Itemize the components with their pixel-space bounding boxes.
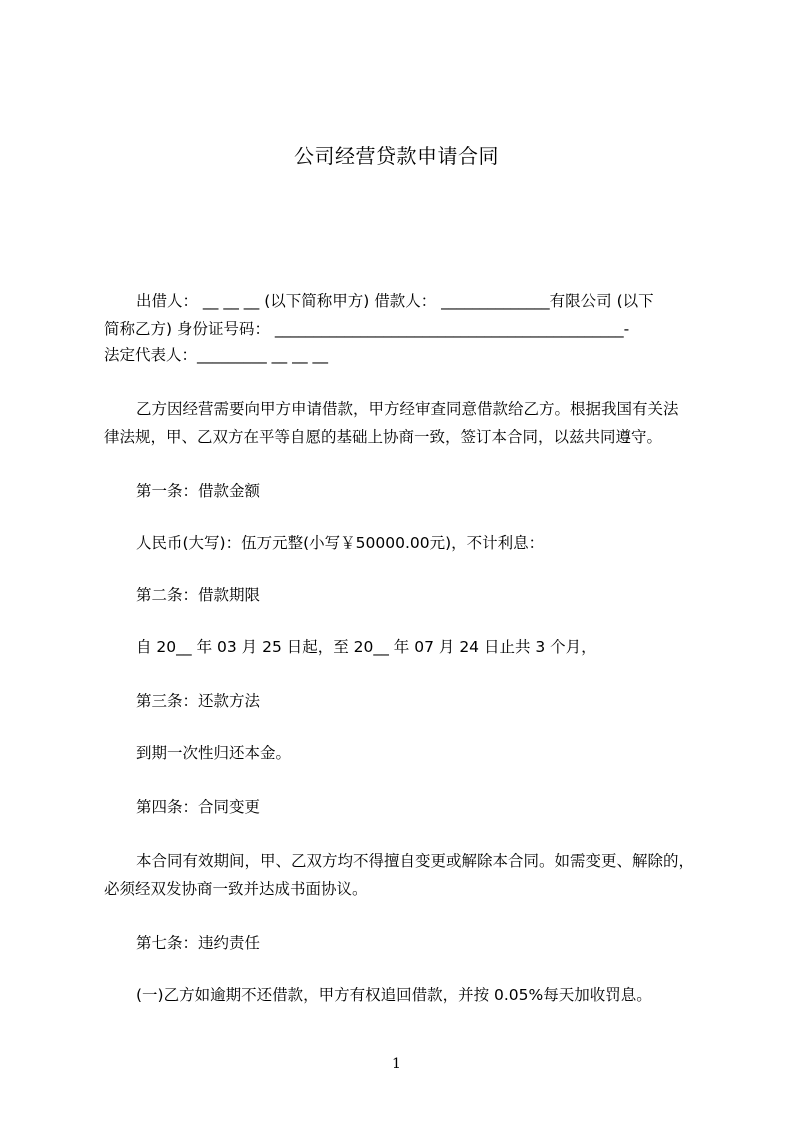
article-4-body-line-2: 必须经双发协商一致并达成书面协议。	[104, 880, 368, 898]
article-2-body: 自 20__ 年 03 月 25 日起，至 20__ 年 07 月 24 日止共 3 个月，	[136, 638, 597, 656]
page-number: 1	[392, 1056, 401, 1072]
article-7-heading: 第七条：违约责任	[136, 934, 261, 952]
parties-line-3: 法定代表人：_________ __ __ __	[104, 346, 329, 364]
article-3-body: 到期一次性归还本金。	[136, 744, 292, 762]
article-4-heading: 第四条：合同变更	[136, 798, 261, 816]
article-2-heading: 第二条：借款期限	[136, 586, 261, 604]
intro-line-1: 乙方因经营需要向甲方申请借款，甲方经审查同意借款给乙方。根据我国有关法	[136, 400, 679, 418]
article-3-heading: 第三条：还款方法	[136, 692, 261, 710]
article-7-item-1: (一)乙方如逾期不还借款，甲方有权追回借款，并按 0.05%每天加收罚息。	[136, 986, 652, 1004]
article-4-body-line-1: 本合同有效期间，甲、乙双方均不得擅自变更或解除本合同。如需变更、解除的，	[136, 852, 695, 870]
parties-line-1: 出借人： __ __ __ (以下简称甲方) 借款人： ______________有限公司 (以下	[136, 292, 654, 310]
page-title: 公司经营贷款申请合同	[294, 144, 499, 168]
article-1-heading: 第一条：借款金额	[136, 482, 261, 500]
intro-line-2: 律法规，甲、乙双方在平等自愿的基础上协商一致，签订本合同，以兹共同遵守。	[104, 428, 663, 446]
article-1-body: 人民币(大写)：伍万元整(小写￥50000.00元)，不计利息：	[136, 534, 545, 552]
parties-line-2: 简称乙方) 身份证号码： _____________________________________________-	[104, 320, 630, 338]
